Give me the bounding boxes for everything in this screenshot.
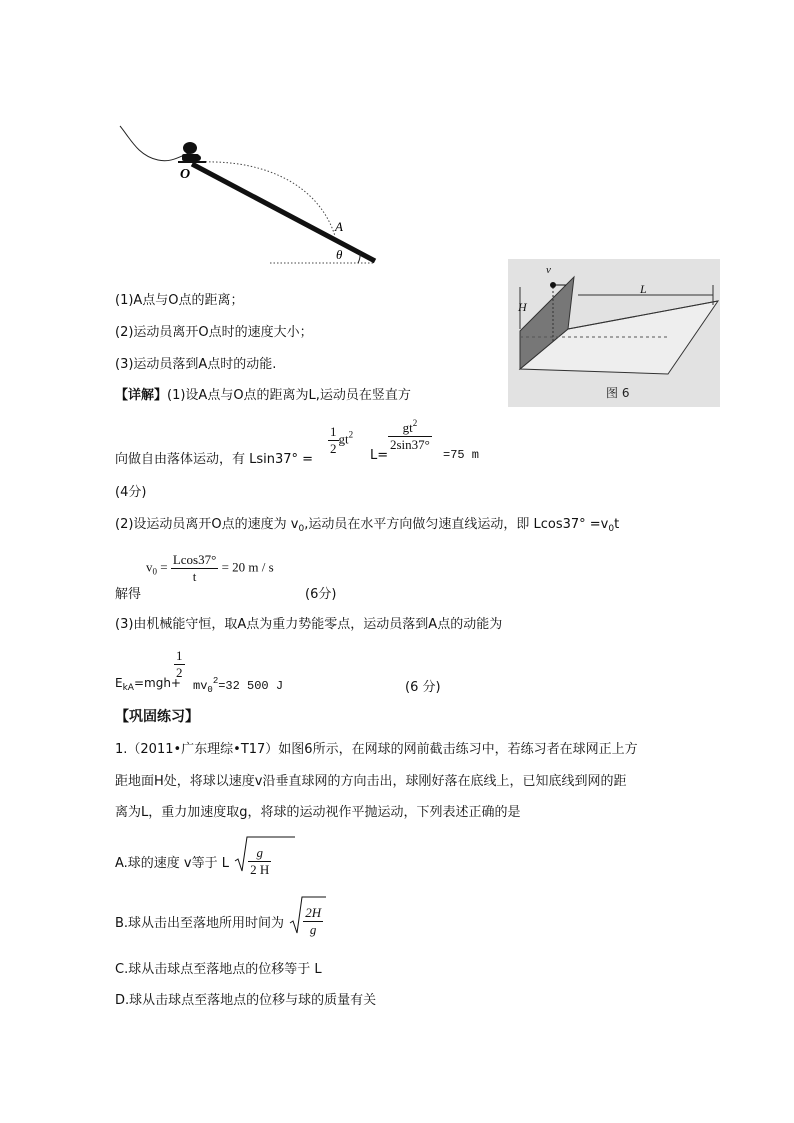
v0-formula: $v_0$ = $\frac{Lcos37^\circ}{t}$ = 20 m / s	[146, 552, 274, 584]
sqrt-2h-over-g: $\frac{2H}{g}$	[288, 905, 323, 938]
option-d: D.球从击球点至落地点的位移与球的质量有关	[115, 993, 377, 1008]
label-theta: θ	[336, 247, 343, 262]
figure-6-photo	[508, 259, 720, 407]
label-a: A	[335, 219, 343, 234]
solution-heading: 【详解】	[115, 388, 168, 403]
solution-part-3: (3)由机械能守恒，取A点为重力势能零点，运动员落到A点的动能为	[115, 617, 503, 632]
half-gt2-fraction: $\frac{1}{2}$ $gt^2$	[330, 424, 354, 456]
label-v: v	[546, 264, 551, 276]
l-fraction: $\frac{gt^2}{2\sin 37^\circ}$	[390, 418, 430, 452]
solution-intro-text: (1)设A点与O点的距离为L,运动员在竖直方	[167, 388, 411, 403]
ek-formula: $E_{kA}=mgh+$	[115, 676, 181, 693]
practice-question-line-1: 1.（2011•广东理综•T17）如图6所示，在网球的网前截击练习中，若练习者在球网正上方	[115, 742, 638, 757]
label-o: O	[180, 167, 191, 182]
score-1: (4分)	[115, 485, 147, 500]
score-2: (6分)	[305, 587, 337, 602]
l-equals: L=	[370, 448, 389, 463]
option-a: A.球的速度 v等于 L $\frac{g}{2 H}$	[115, 847, 271, 880]
ski-slope-diagram	[110, 118, 390, 278]
option-c: C.球从击球点至落地点的位移等于 L	[115, 962, 322, 977]
ek-half-fraction: $\frac{1}{2}$	[176, 648, 183, 680]
question-3: (3)运动员落到A点时的动能.	[115, 357, 277, 372]
solve-label: 解得	[115, 587, 142, 602]
sqrt-g-over-2h: $\frac{g}{2 H}$	[233, 845, 271, 878]
ek-tail: $mv_0^2=32$ 500 J	[193, 676, 284, 695]
option-b: B.球从击出至落地所用时间为 $\frac{2H}{g}$	[115, 907, 323, 940]
label-h: H	[518, 300, 527, 314]
practice-question-line-2: 距地面H处，将球以速度v沿垂直球网的方向击出，球刚好落在底线上，已知底线到网的距	[115, 774, 627, 789]
question-2: (2)运动员离开O点时的速度大小；	[115, 325, 313, 340]
solution-line-1: 向做自由落体运动，有 Lsin37° =	[115, 452, 314, 467]
question-1: (1)A点与O点的距离；	[115, 293, 244, 308]
score-3: (6 分)	[405, 680, 441, 695]
l-result: =75 m	[443, 448, 480, 462]
label-l: L	[640, 282, 647, 296]
solution-part-2: (2)设运动员离开O点的速度为 $v_0$,运动员在水平方向做匀速直线运动，即 $Lcos37^\circ =v_0t$	[115, 517, 620, 534]
practice-heading: 【巩固练习】	[115, 709, 199, 725]
solution-intro	[115, 384, 411, 403]
practice-question-line-3: 离为L，重力加速度取g，将球的运动视作平抛运动，下列表述正确的是	[115, 805, 521, 820]
skier-icon	[178, 142, 206, 162]
tennis-court-diagram	[508, 259, 720, 407]
figure-caption: 图 6	[606, 386, 630, 400]
